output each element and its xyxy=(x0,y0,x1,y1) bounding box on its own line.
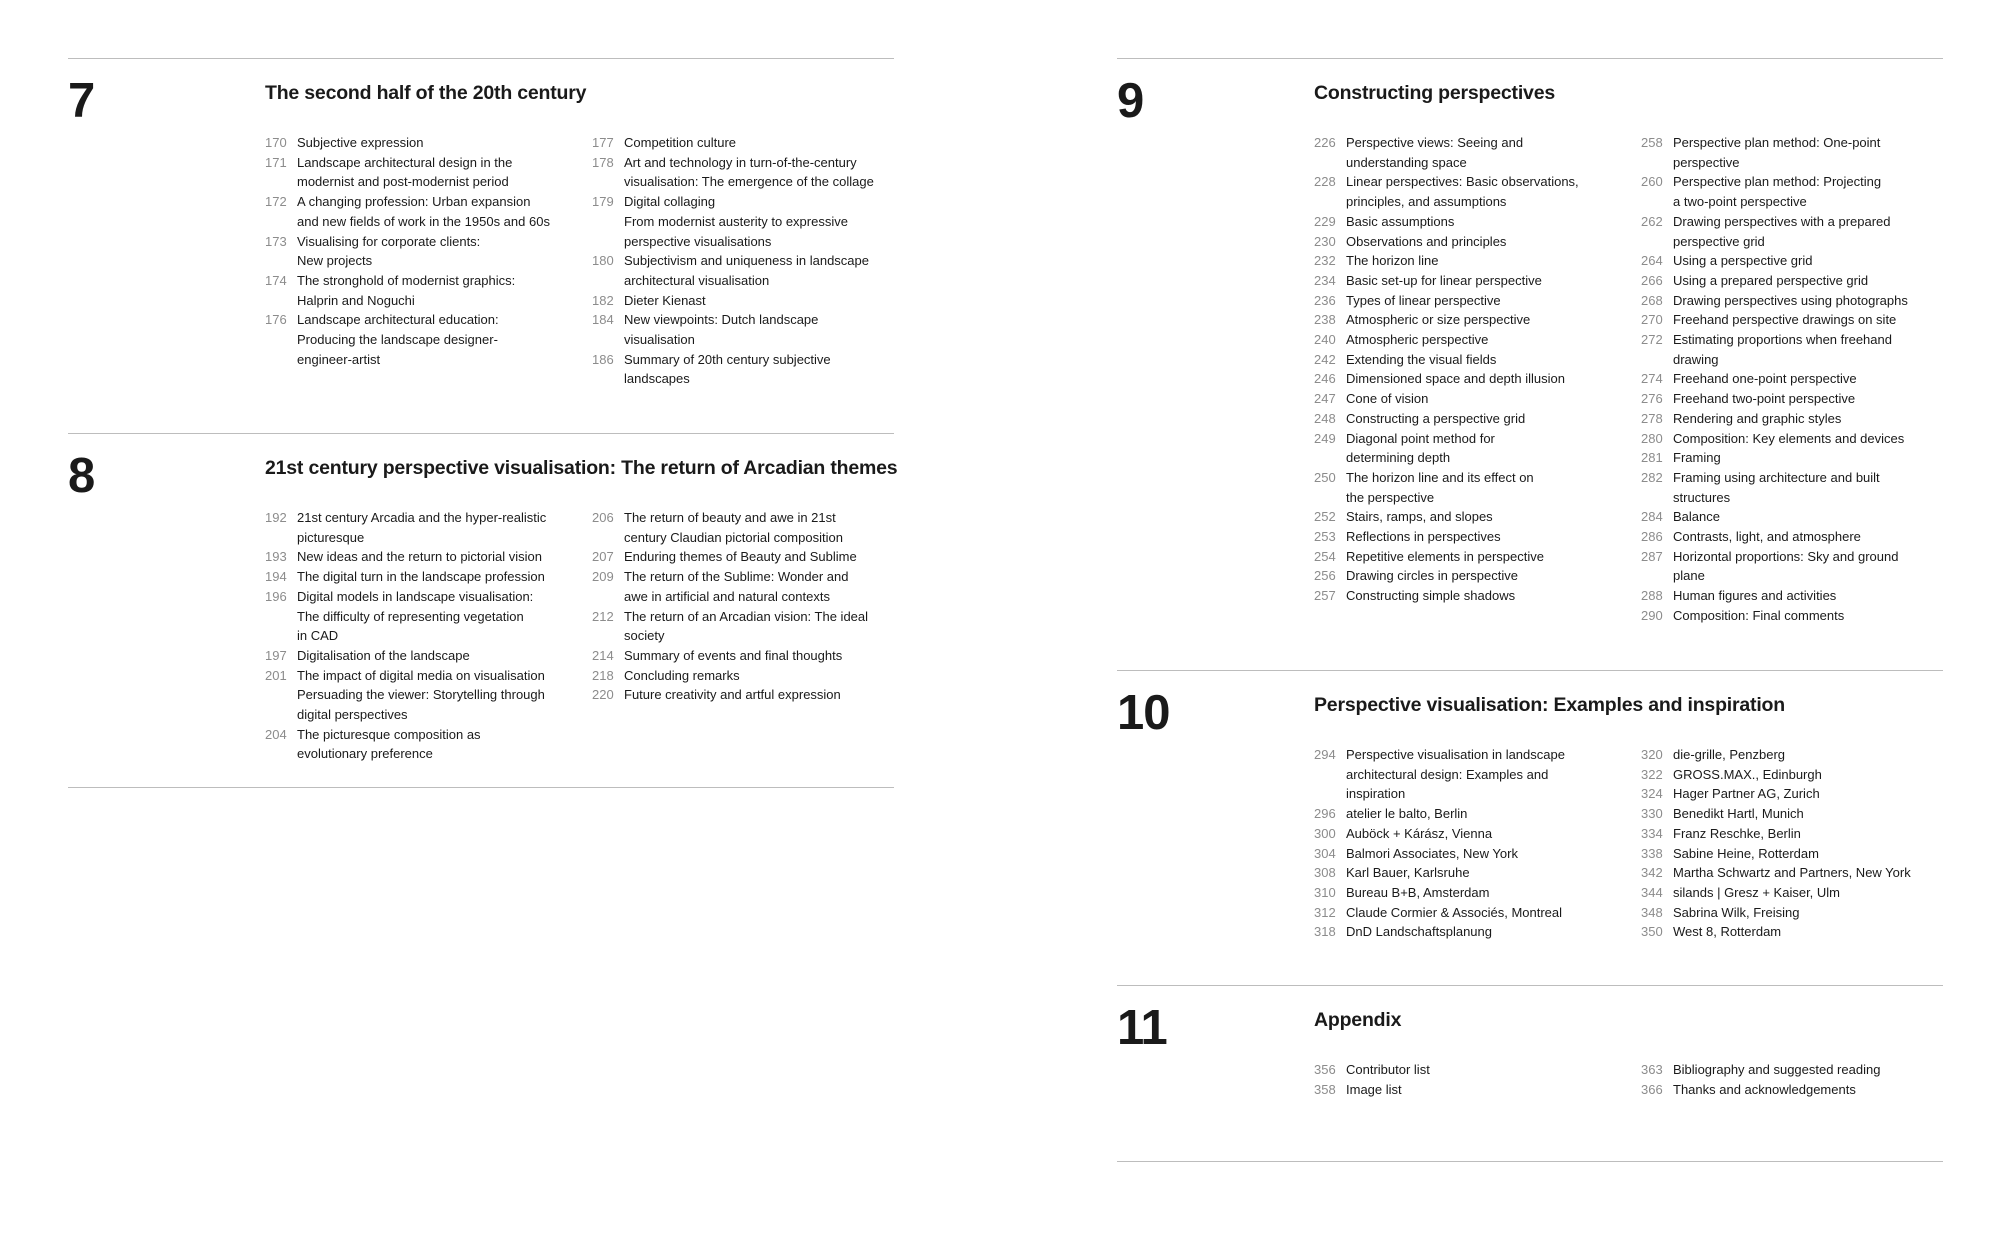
page-number: 228 xyxy=(1314,174,1336,190)
entry-title: Horizontal proportions: Sky and ground plane xyxy=(1673,548,1899,584)
entry-title: Linear perspectives: Basic observations, principles, and assumptions xyxy=(1346,174,1579,210)
chapter-number: 11 xyxy=(1117,1001,1167,1055)
entry-title: West 8, Rotterdam xyxy=(1673,924,1782,940)
entry-title: The picturesque composition as evolutionary preference xyxy=(297,726,481,762)
toc-entry xyxy=(1641,547,1943,586)
entry-title: Composition: Key elements and devices xyxy=(1673,430,1905,446)
page-number: 230 xyxy=(1314,233,1336,249)
page-number: 280 xyxy=(1641,430,1663,446)
toc-entry xyxy=(1641,1060,1943,1080)
entry-title: Estimating proportions when freehand drawing xyxy=(1673,332,1892,367)
page-number: 220 xyxy=(592,687,614,703)
chapter-number: 9 xyxy=(1117,74,1144,128)
page-number: 300 xyxy=(1314,825,1336,841)
entry-title: Balmori Associates, New York xyxy=(1346,845,1518,861)
entry-title: Digitalisation of the landscape xyxy=(297,647,470,663)
toc-entry xyxy=(265,547,592,567)
toc-entry xyxy=(265,508,592,547)
toc-entry xyxy=(1314,251,1641,271)
toc-entry xyxy=(1314,271,1641,291)
toc-entry xyxy=(265,133,592,153)
chapter-11 xyxy=(1117,985,1943,1162)
toc-columns xyxy=(1314,745,1943,942)
toc-entry xyxy=(265,153,592,192)
page-number: 348 xyxy=(1641,904,1663,920)
page-number: 342 xyxy=(1641,865,1663,881)
entry-title: Freehand one-point perspective xyxy=(1673,371,1857,387)
toc-entry xyxy=(1314,172,1641,211)
entry-title: Visualising for corporate clients: New projects xyxy=(297,233,481,269)
toc-entry xyxy=(1314,824,1641,844)
entry-title: Freehand two-point perspective xyxy=(1673,391,1856,407)
toc-entry xyxy=(1641,527,1943,547)
entry-title: Sabrina Wilk, Freising xyxy=(1673,904,1800,920)
page-number: 363 xyxy=(1641,1062,1663,1077)
toc-entry xyxy=(1641,507,1943,527)
page-number: 178 xyxy=(592,154,614,170)
toc-entry xyxy=(1641,468,1943,507)
toc-entry xyxy=(592,350,894,389)
toc-entry xyxy=(1641,824,1943,844)
page-number: 366 xyxy=(1641,1081,1663,1097)
entry-title: Dieter Kienast xyxy=(624,292,706,308)
toc-entry xyxy=(1641,804,1943,824)
page-number: 196 xyxy=(265,588,287,604)
toc-entry xyxy=(1641,212,1943,251)
toc-entry xyxy=(265,232,592,271)
entry-title: Subjective expression xyxy=(297,135,424,150)
entry-title: Benedikt Hartl, Munich xyxy=(1673,806,1804,822)
toc-entry xyxy=(592,133,894,153)
toc-entry xyxy=(1314,310,1641,330)
toc-entry xyxy=(1314,547,1641,567)
entry-title: Art and technology in turn-of-the-century visualisation: The emergence of the collage xyxy=(624,154,874,190)
page-number: 324 xyxy=(1641,786,1663,802)
page-number: 173 xyxy=(265,233,287,249)
page-number: 334 xyxy=(1641,825,1663,841)
toc-entry xyxy=(265,666,592,725)
page-number: 278 xyxy=(1641,410,1663,426)
toc-columns xyxy=(265,133,894,389)
toc-entry xyxy=(1314,369,1641,389)
toc-entry xyxy=(1314,409,1641,429)
entry-title: 21st century Arcadia and the hyper-realistic picturesque xyxy=(297,510,547,545)
page-number: 350 xyxy=(1641,924,1663,940)
chapter-title: 21st century perspective visualisation: The return of Arcadian themes xyxy=(265,457,898,479)
page-number: 193 xyxy=(265,549,287,565)
page-number: 281 xyxy=(1641,450,1663,466)
toc-entry xyxy=(592,547,894,567)
entry-title: Framing xyxy=(1673,450,1721,466)
page-number: 310 xyxy=(1314,884,1336,900)
entry-title: Auböck + Kárász, Vienna xyxy=(1346,825,1493,841)
page-number: 229 xyxy=(1314,213,1336,229)
toc-entry xyxy=(1641,586,1943,606)
toc-column xyxy=(1641,133,1943,626)
toc-entry xyxy=(1314,330,1641,350)
page-number: 170 xyxy=(265,135,287,150)
entry-title: Hager Partner AG, Zurich xyxy=(1673,786,1820,802)
toc-entry xyxy=(1314,468,1641,507)
chapter-title: Perspective visualisation: Examples and inspiration xyxy=(1314,694,1785,716)
page-number: 290 xyxy=(1641,607,1663,623)
entry-title: Claude Cormier & Associés, Montreal xyxy=(1346,904,1563,920)
toc-entry xyxy=(1314,212,1641,232)
toc-column xyxy=(1314,1060,1641,1099)
page-number: 209 xyxy=(592,569,614,585)
toc-entry xyxy=(1641,784,1943,804)
toc-entry xyxy=(1641,922,1943,942)
toc-entry xyxy=(1641,330,1943,369)
toc-entry xyxy=(1314,863,1641,883)
entry-title: Dimensioned space and depth illusion xyxy=(1346,371,1565,387)
toc-entry xyxy=(265,271,592,310)
toc-entry xyxy=(1314,1060,1641,1080)
toc-entry xyxy=(1641,133,1943,172)
entry-title: A changing profession: Urban expansion and new fields of work in the 1950s and 60s xyxy=(297,194,550,229)
page-number: 240 xyxy=(1314,332,1336,348)
toc-entry xyxy=(1641,745,1943,765)
entry-title: The horizon line xyxy=(1346,253,1439,269)
page-number: 174 xyxy=(265,272,287,288)
toc-entry xyxy=(1641,1080,1943,1100)
entry-title: Digital models in landscape visualisation: The difficulty of representing vegetation in CAD xyxy=(297,588,534,644)
page-number: 180 xyxy=(592,253,614,269)
entry-title: Basic assumptions xyxy=(1346,213,1455,229)
right-page xyxy=(1117,0,1943,1162)
page-number: 236 xyxy=(1314,292,1336,308)
entry-title: Framing using architecture and built structures xyxy=(1673,469,1880,505)
page-number: 207 xyxy=(592,549,614,565)
chapter-9 xyxy=(1117,58,1943,670)
page-number: 253 xyxy=(1314,529,1336,545)
page-number: 232 xyxy=(1314,253,1336,269)
entry-title: The impact of digital media on visualisation Persuading the viewer: Storytelling through digital perspectives xyxy=(297,667,545,723)
entry-title: Perspective plan method: Projecting a two-point perspective xyxy=(1673,174,1882,210)
toc-entry xyxy=(1314,291,1641,311)
page-number: 322 xyxy=(1641,766,1663,782)
chapter-number: 10 xyxy=(1117,686,1170,740)
page-number: 296 xyxy=(1314,806,1336,822)
toc-entry xyxy=(265,725,592,764)
toc-entry xyxy=(592,251,894,290)
entry-title: Concluding remarks xyxy=(624,667,740,683)
page-number: 274 xyxy=(1641,371,1663,387)
page-number: 258 xyxy=(1641,135,1663,150)
chapter-title: Constructing perspectives xyxy=(1314,82,1555,104)
page-number: 257 xyxy=(1314,588,1336,604)
entry-title: Drawing perspectives using photographs xyxy=(1673,292,1908,308)
entry-title: Martha Schwartz and Partners, New York xyxy=(1673,865,1911,881)
entry-title: Human figures and activities xyxy=(1673,588,1837,604)
page-number: 186 xyxy=(592,351,614,367)
toc-columns xyxy=(1314,133,1943,626)
entry-title: Summary of 20th century subjective landscapes xyxy=(624,351,831,387)
toc-entry xyxy=(1641,844,1943,864)
page-number: 284 xyxy=(1641,509,1663,525)
entry-title: The horizon line and its effect on the perspective xyxy=(1346,469,1534,505)
toc-entry xyxy=(1641,883,1943,903)
toc-entry xyxy=(1314,922,1641,942)
toc-entry xyxy=(592,607,894,646)
entry-title: Composition: Final comments xyxy=(1673,607,1845,623)
page-number: 201 xyxy=(265,667,287,683)
toc-entry xyxy=(592,310,894,349)
toc-entry xyxy=(592,646,894,666)
entry-title: Contrasts, light, and atmosphere xyxy=(1673,529,1861,545)
entry-title: Rendering and graphic styles xyxy=(1673,410,1842,426)
page-number: 214 xyxy=(592,647,614,663)
entry-title: Diagonal point method for determining depth xyxy=(1346,430,1495,466)
entry-title: Balance xyxy=(1673,509,1720,525)
toc-entry xyxy=(1314,804,1641,824)
entry-title: Bureau B+B, Amsterdam xyxy=(1346,884,1490,900)
page-number: 177 xyxy=(592,135,614,150)
entry-title: atelier le balto, Berlin xyxy=(1346,806,1468,822)
toc-entry xyxy=(265,567,592,587)
entry-title: Extending the visual fields xyxy=(1346,351,1497,367)
toc-entry xyxy=(1314,133,1641,172)
entry-title: Constructing a perspective grid xyxy=(1346,410,1526,426)
entry-title: Competition culture xyxy=(624,135,736,150)
page-number: 226 xyxy=(1314,135,1336,150)
toc-entry xyxy=(592,508,894,547)
page-number: 318 xyxy=(1314,924,1336,940)
page-number: 184 xyxy=(592,312,614,328)
toc-entry xyxy=(1641,409,1943,429)
entry-title: Landscape architectural design in the modernist and post-modernist period xyxy=(297,154,513,190)
toc-entry xyxy=(592,567,894,606)
entry-title: Cone of vision xyxy=(1346,391,1429,407)
entry-title: Perspective visualisation in landscape architectural design: Examples and inspiration xyxy=(1346,747,1565,802)
chapter-7 xyxy=(68,58,894,433)
entry-title: Future creativity and artful expression xyxy=(624,687,841,703)
page-number: 206 xyxy=(592,510,614,525)
entry-title: Bibliography and suggested reading xyxy=(1673,1062,1881,1077)
toc-column xyxy=(1314,745,1641,942)
chapter-title: The second half of the 20th century xyxy=(265,82,587,104)
page-number: 308 xyxy=(1314,865,1336,881)
entry-title: Observations and principles xyxy=(1346,233,1507,249)
toc-entry xyxy=(1314,389,1641,409)
page-number: 249 xyxy=(1314,430,1336,446)
chapter-title: Appendix xyxy=(1314,1009,1402,1031)
toc-entry xyxy=(1641,291,1943,311)
toc-entry xyxy=(1314,507,1641,527)
page-number: 320 xyxy=(1641,747,1663,762)
toc-entry xyxy=(1641,429,1943,449)
page-number: 288 xyxy=(1641,588,1663,604)
entry-title: Stairs, ramps, and slopes xyxy=(1346,509,1493,525)
toc-entry xyxy=(265,310,592,369)
toc-entry xyxy=(265,646,592,666)
chapter-number: 8 xyxy=(68,449,95,503)
page-number: 356 xyxy=(1314,1062,1336,1077)
toc-column xyxy=(592,133,894,389)
toc-entry xyxy=(1641,172,1943,211)
toc-entry xyxy=(1314,883,1641,903)
entry-title: The digital turn in the landscape profession xyxy=(297,569,545,585)
left-page xyxy=(68,0,898,788)
toc-column xyxy=(1641,1060,1943,1099)
entry-title: Image list xyxy=(1346,1081,1402,1097)
page-number: 330 xyxy=(1641,806,1663,822)
entry-title: Types of linear perspective xyxy=(1346,292,1501,308)
entry-title: New viewpoints: Dutch landscape visualisation xyxy=(624,312,819,348)
page-number: 270 xyxy=(1641,312,1663,328)
page-number: 172 xyxy=(265,194,287,210)
page-number: 264 xyxy=(1641,253,1663,269)
entry-title: The return of an Arcadian vision: The ideal society xyxy=(624,608,869,644)
entry-title: Perspective views: Seeing and understanding space xyxy=(1346,135,1524,170)
toc-entry xyxy=(592,666,894,686)
page-number: 212 xyxy=(592,608,614,624)
toc-entry xyxy=(1641,448,1943,468)
entry-title: Basic set-up for linear perspective xyxy=(1346,272,1542,288)
entry-title: Contributor list xyxy=(1346,1062,1430,1077)
page-number: 304 xyxy=(1314,845,1336,861)
page-number: 338 xyxy=(1641,845,1663,861)
page-number: 294 xyxy=(1314,747,1336,762)
page-number: 197 xyxy=(265,647,287,663)
entry-title: Enduring themes of Beauty and Sublime xyxy=(624,549,857,565)
page-number: 286 xyxy=(1641,529,1663,545)
entry-title: The return of the Sublime: Wonder and awe in artificial and natural contexts xyxy=(624,569,849,604)
entry-title: Thanks and acknowledgements xyxy=(1673,1081,1856,1097)
page-number: 260 xyxy=(1641,174,1663,190)
toc-entry xyxy=(1641,310,1943,330)
entry-title: DnD Landschaftsplanung xyxy=(1346,924,1492,940)
entry-title: Reflections in perspectives xyxy=(1346,529,1501,545)
page-number: 268 xyxy=(1641,292,1663,308)
page-number: 358 xyxy=(1314,1081,1336,1097)
entry-title: Sabine Heine, Rotterdam xyxy=(1673,845,1819,861)
toc-entry xyxy=(592,153,894,192)
page-number: 287 xyxy=(1641,548,1663,564)
entry-title: Using a perspective grid xyxy=(1673,253,1813,269)
toc-entry xyxy=(1641,389,1943,409)
toc-column xyxy=(1314,133,1641,626)
chapter-10 xyxy=(1117,670,1943,985)
page-number: 276 xyxy=(1641,391,1663,407)
entry-title: silands | Gresz + Kaiser, Ulm xyxy=(1673,884,1841,900)
entry-title: Summary of events and final thoughts xyxy=(624,647,843,663)
page-number: 171 xyxy=(265,154,287,170)
page-number: 192 xyxy=(265,510,287,525)
page-number: 247 xyxy=(1314,391,1336,407)
page-number: 182 xyxy=(592,292,614,308)
entry-title: Subjectivism and uniqueness in landscape architectural visualisation xyxy=(624,253,869,288)
entry-title: Franz Reschke, Berlin xyxy=(1673,825,1801,841)
chapter-8 xyxy=(68,433,898,788)
entry-title: GROSS.MAX., Edinburgh xyxy=(1673,766,1822,782)
toc-entry xyxy=(1641,606,1943,626)
entry-title: Karl Bauer, Karlsruhe xyxy=(1346,865,1470,881)
chapter-number: 7 xyxy=(68,74,95,128)
toc-column xyxy=(265,133,592,389)
page-number: 252 xyxy=(1314,509,1336,525)
page-number: 179 xyxy=(592,194,614,210)
entry-title: The return of beauty and awe in 21st century Claudian pictorial composition xyxy=(624,510,843,545)
toc-entry xyxy=(592,685,894,705)
entry-title: Drawing perspectives with a prepared perspective grid xyxy=(1673,213,1891,249)
toc-entry xyxy=(265,192,592,231)
page-number: 176 xyxy=(265,312,287,328)
toc-entry xyxy=(592,291,894,311)
entry-title: die-grille, Penzberg xyxy=(1673,747,1786,762)
page-number: 246 xyxy=(1314,371,1336,387)
page-number: 312 xyxy=(1314,904,1336,920)
entry-title: Landscape architectural education: Producing the landscape designer- engineer-artist xyxy=(297,312,499,367)
toc-entry xyxy=(1314,745,1641,804)
page-number: 238 xyxy=(1314,312,1336,328)
page-number: 254 xyxy=(1314,548,1336,564)
toc-column xyxy=(1641,745,1943,942)
entry-title: Constructing simple shadows xyxy=(1346,588,1516,604)
toc-entry xyxy=(1641,369,1943,389)
toc-entry xyxy=(1314,903,1641,923)
toc-entry xyxy=(1314,1080,1641,1100)
entry-title: The stronghold of modernist graphics: Halprin and Noguchi xyxy=(297,272,516,308)
entry-title: Perspective plan method: One-point perspective xyxy=(1673,135,1881,170)
entry-title: Freehand perspective drawings on site xyxy=(1673,312,1897,328)
entry-title: New ideas and the return to pictorial vision xyxy=(297,549,542,565)
toc-entry xyxy=(1314,232,1641,252)
toc-entry xyxy=(1314,844,1641,864)
toc-entry xyxy=(592,192,894,251)
page-number: 344 xyxy=(1641,884,1663,900)
entry-title: Digital collaging From modernist austerity to expressive perspective visualisations xyxy=(624,194,848,249)
page-number: 204 xyxy=(265,726,287,742)
toc-entry xyxy=(1314,429,1641,468)
toc-entry xyxy=(265,587,592,646)
toc-entry xyxy=(1314,586,1641,606)
toc-entry xyxy=(1641,271,1943,291)
page-number: 242 xyxy=(1314,351,1336,367)
page-number: 272 xyxy=(1641,332,1663,348)
page-number: 282 xyxy=(1641,469,1663,485)
entry-title: Repetitive elements in perspective xyxy=(1346,548,1544,564)
toc-entry xyxy=(1314,566,1641,586)
toc-entry xyxy=(1641,765,1943,785)
page-number: 266 xyxy=(1641,272,1663,288)
page-number: 248 xyxy=(1314,410,1336,426)
toc-columns xyxy=(265,508,894,764)
toc-column xyxy=(265,508,592,764)
page-number: 194 xyxy=(265,569,287,585)
page-number: 250 xyxy=(1314,469,1336,485)
toc-entry xyxy=(1641,863,1943,883)
entry-title: Drawing circles in perspective xyxy=(1346,568,1518,584)
toc-column xyxy=(592,508,894,764)
page-number: 218 xyxy=(592,667,614,683)
page-number: 234 xyxy=(1314,272,1336,288)
entry-title: Using a prepared perspective grid xyxy=(1673,272,1869,288)
toc-entry xyxy=(1314,350,1641,370)
entry-title: Atmospheric perspective xyxy=(1346,332,1489,348)
page-number: 256 xyxy=(1314,568,1336,584)
toc-entry xyxy=(1641,903,1943,923)
entry-title: Atmospheric or size perspective xyxy=(1346,312,1531,328)
toc-entry xyxy=(1314,527,1641,547)
toc-columns xyxy=(1314,1060,1943,1099)
toc-entry xyxy=(1641,251,1943,271)
page-number: 262 xyxy=(1641,213,1663,229)
